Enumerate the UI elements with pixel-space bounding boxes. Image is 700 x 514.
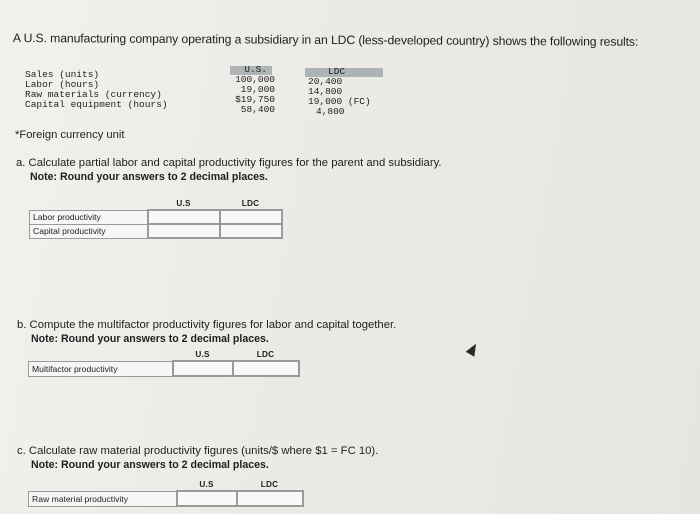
multifactor-productivity-label: Multifactor productivity xyxy=(29,361,173,376)
raw-material-productivity-ldc-input[interactable] xyxy=(237,491,303,506)
part-c-answer-table xyxy=(28,478,304,507)
row-label-capital: Capital equipment (hours) xyxy=(25,99,168,110)
part-c-question: c. Calculate raw material productivity figures (units/$ where $1 = FC 10). xyxy=(17,445,379,457)
row-label-sales: Sales (units) xyxy=(25,69,100,80)
row-label-raw-materials: Raw materials (currency) xyxy=(25,89,162,100)
problem-intro: A U.S. manufacturing company operating a subsidiary in an LDC (less-developed country) shows the following results: xyxy=(12,31,639,49)
part-b-answer-table xyxy=(28,348,300,377)
raw-material-productivity-us-input[interactable] xyxy=(177,491,237,506)
us-column-header: U.S. xyxy=(244,64,267,75)
ldc-labor: 14,800 xyxy=(308,86,343,97)
part-a-question: a. Calculate partial labor and capital productivity figures for the parent and subsidiary. xyxy=(16,157,442,169)
part-a-note: Note: Round your answers to 2 decimal places. xyxy=(30,171,268,183)
row-label-labor: Labor (hours) xyxy=(25,79,100,90)
us-sales: 100,000 xyxy=(235,74,275,85)
part-b-note: Note: Round your answers to 2 decimal places. xyxy=(31,333,269,345)
footnote: *Foreign currency unit xyxy=(15,129,125,141)
data-row-labels xyxy=(25,70,168,110)
us-capital: 58,400 xyxy=(240,104,275,115)
part-c-col-us: U.S xyxy=(199,479,214,489)
raw-material-productivity-label: Raw material productivity xyxy=(29,491,177,506)
labor-productivity-ldc-input[interactable] xyxy=(220,210,282,224)
part-c-prompt xyxy=(17,444,378,472)
labor-productivity-label: Labor productivity xyxy=(30,210,148,224)
capital-productivity-ldc-input[interactable] xyxy=(220,224,282,238)
capital-productivity-label: Capital productivity xyxy=(30,224,148,238)
part-a-prompt xyxy=(16,156,442,184)
part-b-prompt xyxy=(17,318,396,346)
us-column xyxy=(227,65,275,115)
part-c-note: Note: Round your answers to 2 decimal places. xyxy=(31,459,269,471)
us-raw-materials: $19,750 xyxy=(235,94,275,105)
ldc-capital: 4,800 xyxy=(316,106,345,117)
part-b-col-ldc: LDC xyxy=(256,349,275,359)
us-labor: 19,000 xyxy=(240,84,275,95)
part-b-col-us: U.S xyxy=(195,349,210,359)
part-a-answer-table xyxy=(29,197,283,239)
capital-productivity-us-input[interactable] xyxy=(148,224,220,238)
ldc-column-header: LDC xyxy=(328,66,346,77)
part-a-col-ldc: LDC xyxy=(241,198,260,208)
mouse-cursor-icon xyxy=(466,341,481,356)
ldc-column xyxy=(308,67,388,117)
labor-productivity-us-input[interactable] xyxy=(148,210,220,224)
ldc-raw-materials: 19,000 (FC) xyxy=(308,96,371,107)
multifactor-productivity-us-input[interactable] xyxy=(173,361,233,376)
given-data-table xyxy=(20,66,384,122)
part-a-col-us: U.S xyxy=(176,198,191,208)
multifactor-productivity-ldc-input[interactable] xyxy=(233,361,299,376)
part-c-col-ldc: LDC xyxy=(260,479,279,489)
ldc-sales: 20,400 xyxy=(308,76,343,87)
part-b-question: b. Compute the multifactor productivity figures for labor and capital together. xyxy=(17,319,397,331)
